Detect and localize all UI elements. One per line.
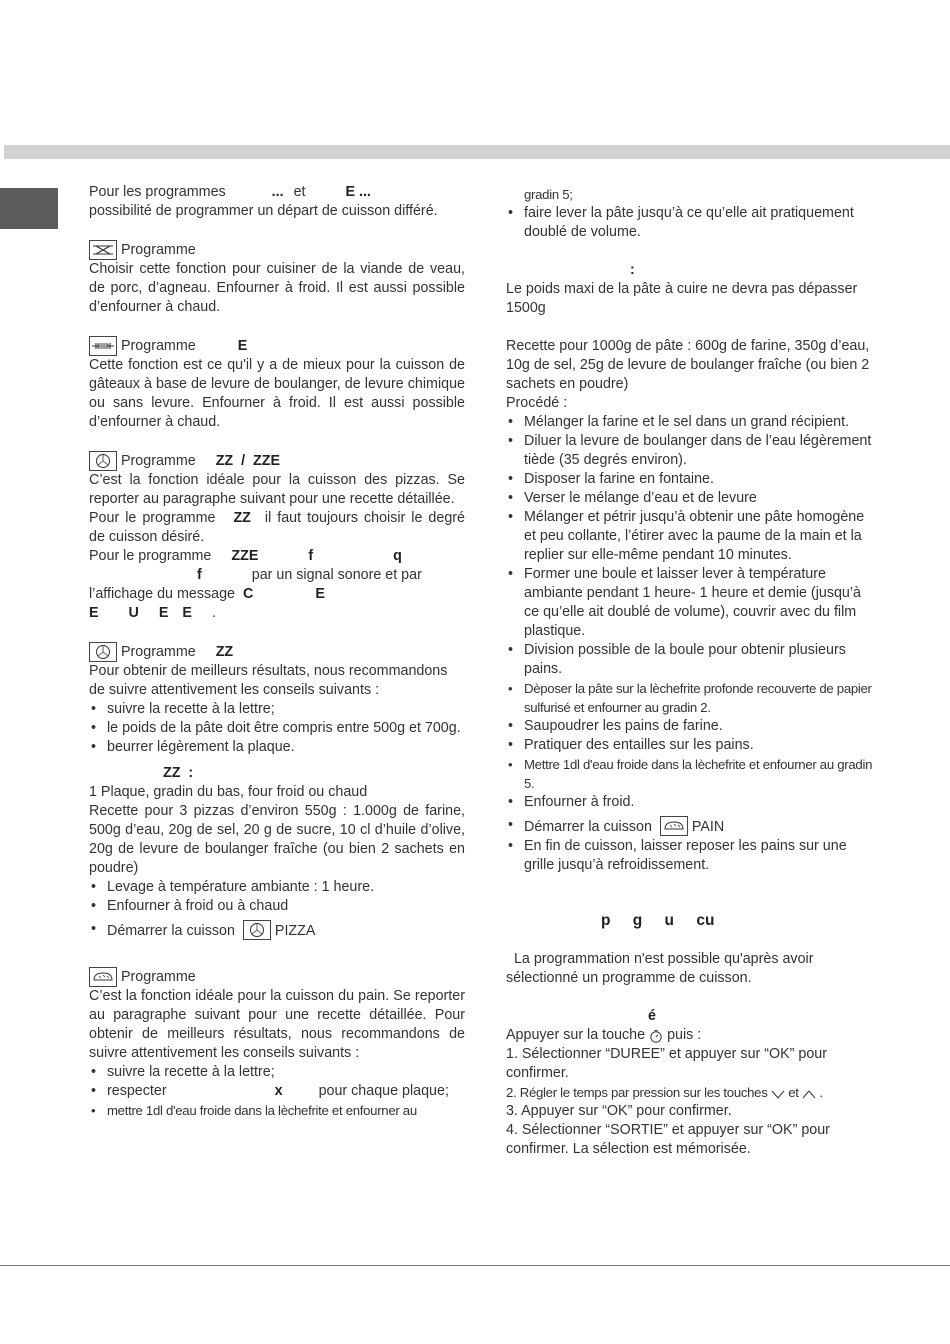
list-item: • En fin de cuisson, laisser reposer les pains sur une grille jusqu’à refroidissement. bbox=[506, 837, 878, 875]
step-2: 2. Régler le temps par pression sur les touches et . bbox=[506, 1085, 823, 1100]
program-pizza-heading: Programme ZZ / ZZE bbox=[89, 451, 465, 471]
list-item: • Diluer la levure de boulanger dans de l’eau légèrement tiède (35 degrés environ). bbox=[506, 432, 878, 470]
cake-icon bbox=[89, 336, 117, 356]
footer-rule bbox=[0, 1265, 950, 1266]
program-bread-heading: Programme bbox=[89, 967, 465, 987]
list-item: • Enfourner à froid. bbox=[506, 793, 878, 812]
program-pizza2-text: Pour obtenir de meilleurs résultats, nous recommandons de suivre attentivement les conseils suivants : bbox=[89, 663, 448, 698]
arrow-down-icon bbox=[771, 1087, 785, 1101]
pizza-icon bbox=[243, 920, 271, 940]
continued-text: gradin 5; bbox=[524, 187, 573, 202]
bread-recipe-text: Recette pour 1000g de pâte : 600g de farine, 350g d’eau, 10g de sel, 25g de levure de boulanger fraîche (ou bien 2 sachets en poudre) bbox=[506, 338, 870, 392]
list-item: • Dèposer la pâte sur la lèchefrite profonde recouverte de papier sulfurisé et enfourner au gradin 2. bbox=[506, 679, 878, 717]
left-column bbox=[89, 183, 465, 1120]
bread-subheading: : bbox=[630, 262, 635, 278]
list-item: • respecter x pour chaque plaque; bbox=[89, 1082, 465, 1101]
pizza-icon bbox=[89, 642, 117, 662]
roast-icon bbox=[89, 240, 117, 260]
step-4: 4. Sélectionner “SORTIE” et appuyer sur “OK” pour confirmer. La sélection est mémorisée. bbox=[506, 1122, 830, 1157]
list-item: • Mélanger et pétrir jusqu’à obtenir une pâte homogène et peu collante, l’étirer avec la paume de la main et la replier sur elle-même pendant 10 minutes. bbox=[506, 508, 878, 565]
program-bread-text: C’est la fonction idéale pour la cuisson du pain. Se reporter au paragraphe suivant pour une recette détaillée. Pour obtenir de meilleurs résultats, nous recommandons de suivre attentivement les conseils suivants : bbox=[89, 988, 465, 1061]
list-item: • suivre la recette à la lettre; bbox=[89, 1063, 465, 1082]
bread-weight-text: Le poids maxi de la pâte à cuire ne devra pas dépasser 1500g bbox=[506, 281, 858, 316]
list-item: • faire lever la pâte jusqu’à ce qu’elle ait pratiquement doublé de volume. bbox=[506, 204, 878, 242]
timer-icon bbox=[649, 1029, 663, 1043]
pizza-icon bbox=[89, 451, 117, 471]
list-item: • suivre la recette à la lettre; bbox=[89, 700, 465, 719]
list-item: • Disposer la farine en fontaine. bbox=[506, 470, 878, 489]
list-item: • mettre 1dl d'eau froide dans la lèchefrite et enfourner au bbox=[89, 1101, 465, 1120]
list-item: • Enfourner à froid ou à chaud bbox=[89, 897, 465, 916]
list-item: • Verser le mélange d’eau et de levure bbox=[506, 489, 878, 508]
program-pizza-line-a: Pour le programme ZZ il faut toujours choisir le degré de cuisson désiré. bbox=[89, 510, 465, 545]
list-item: • Démarrer la cuisson PAIN bbox=[506, 816, 878, 837]
program-pizza-text: C’est la fonction idéale pour la cuisson des pizzas. Se reporter au paragraphe suivant pour une recette détaillée. bbox=[89, 472, 465, 507]
step-1: 1. Sélectionner “DUREE” et appuyer sur “OK” pour confirmer. bbox=[506, 1046, 828, 1081]
header-bar bbox=[4, 145, 950, 159]
program-pizza2-heading: Programme ZZ bbox=[89, 642, 465, 662]
press-key-line: Appuyer sur la touche puis : bbox=[506, 1027, 702, 1043]
procede-label: Procédé : bbox=[506, 395, 568, 411]
right-column bbox=[506, 185, 878, 1159]
program-cake-text: Cette fonction est ce qu'il y a de mieux pour la cuisson de gâteaux à base de levure de boulanger, de levure chimique ou sans levure. Enfourner à froid. Il est aussi possible d’enfourner à chaud. bbox=[89, 357, 465, 430]
language-tab bbox=[0, 188, 58, 229]
pizza-recipe-line: 1 Plaque, gradin du bas, four froid ou chaud bbox=[89, 784, 368, 800]
list-item: • Former une boule et laisser lever à température ambiante pendant 1 heure- 1 heure et demie (jusqu’à ce qu’elle ait doublé de volume), couvrir avec du film plastique. bbox=[506, 565, 878, 641]
list-item: • Mélanger la farine et le sel dans un grand récipient. bbox=[506, 413, 878, 432]
bread-icon bbox=[660, 816, 688, 836]
list-item: • Levage à température ambiante : 1 heure. bbox=[89, 878, 465, 897]
list-item: • beurrer légèrement la plaque. bbox=[89, 738, 465, 757]
intro-paragraph: Pour les programmes ... et E ... possibilité de programmer un départ de cuisson différé. bbox=[89, 184, 438, 219]
list-item: • Démarrer la cuisson PIZZA bbox=[89, 920, 465, 941]
list-item: • le poids de la pâte doit être compris entre 500g et 700g. bbox=[89, 719, 465, 738]
step-3: 3. Appuyer sur “OK” pour confirmer. bbox=[506, 1103, 732, 1119]
section-title: p g u cu bbox=[601, 912, 715, 929]
list-item: • Saupoudrer les pains de farine. bbox=[506, 717, 878, 736]
program-roast-text: Choisir cette fonction pour cuisiner de la viande de veau, de porc, d’agneau. Enfourner à froid. Il est aussi possible d’enfourner à chaud. bbox=[89, 261, 465, 315]
pizza-recipe-heading: ZZ : bbox=[163, 765, 194, 781]
bread-icon bbox=[89, 967, 117, 987]
program-roast-heading: Programme bbox=[89, 240, 465, 260]
program-pizza-line-b: Pour le programme ZZE f q f par un signal sonore et par l’affichage du message C E E U E E . bbox=[89, 548, 422, 621]
program-cake-heading: Programme E bbox=[89, 336, 465, 356]
list-item: • Mettre 1dl d'eau froide dans la lèchefrite et enfourner au gradin 5. bbox=[506, 755, 878, 793]
arrow-up-icon bbox=[802, 1087, 816, 1101]
pizza-recipe-text: Recette pour 3 pizzas d’environ 550g : 1.000g de farine, 500g d’eau, 20g de sel, 20 g de sucre, 10 cl d’huile d’olive, 20g de levure de boulanger fraîche (ou bien 2 sachets en poudre) bbox=[89, 803, 465, 876]
list-item: • Division possible de la boule pour obtenir plusieurs pains. bbox=[506, 641, 878, 679]
programming-text: La programmation n'est possible qu'après avoir sélectionné un programme de cuisson. bbox=[506, 951, 818, 986]
list-item: • Pratiquer des entailles sur les pains. bbox=[506, 736, 878, 755]
programming-subheading: é bbox=[648, 1008, 656, 1024]
